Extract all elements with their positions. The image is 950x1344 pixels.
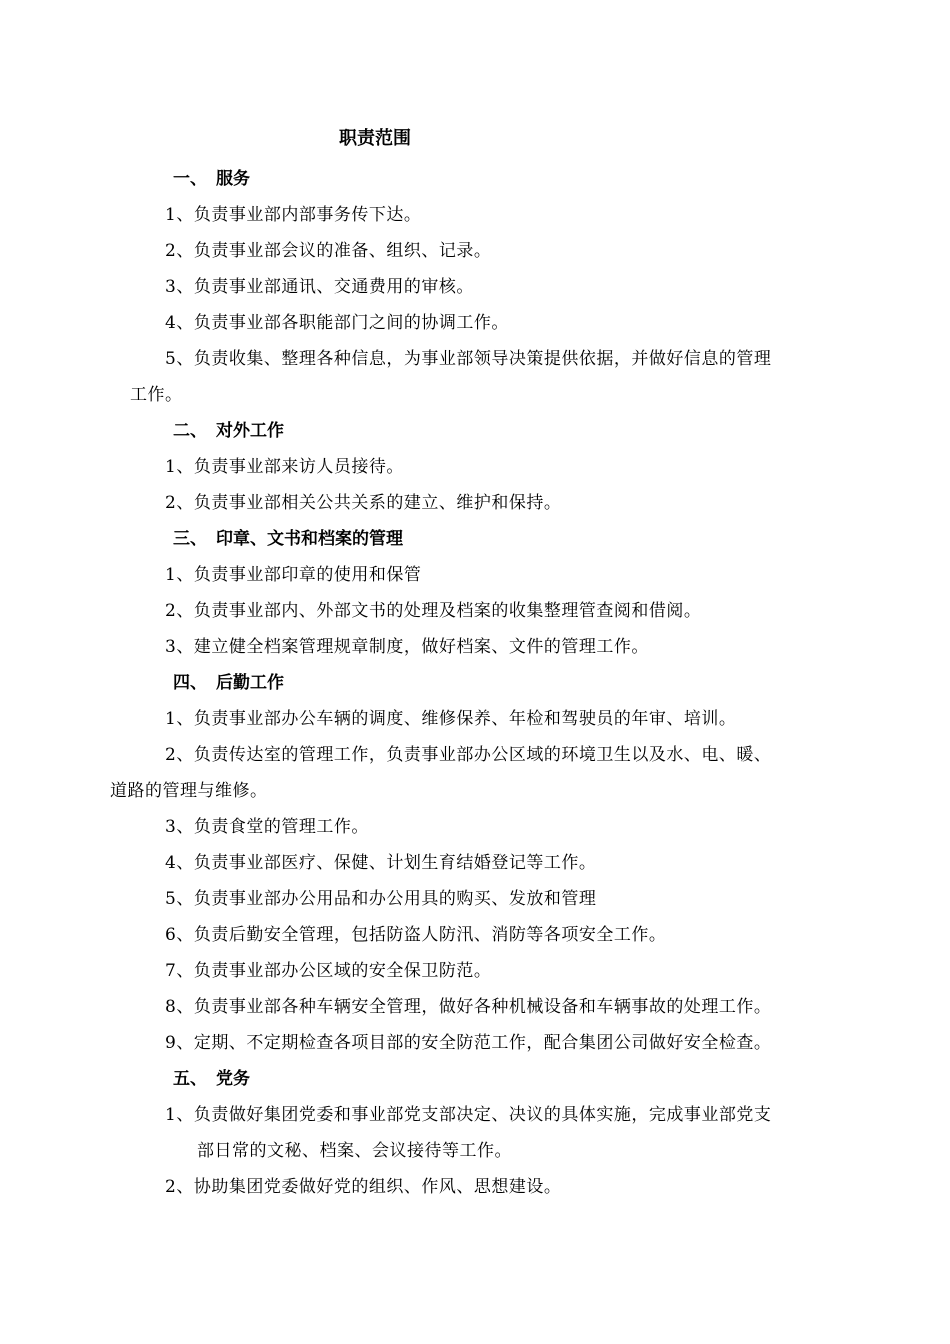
list-item: 1、负责做好集团党委和事业部党支部决定、决议的具体实施，完成事业部党支 <box>165 1105 772 1125</box>
section-heading-2: 二、 对外工作 <box>173 421 284 441</box>
list-item: 2、负责事业部内、外部文书的处理及档案的收集整理管查阅和借阅。 <box>165 601 702 621</box>
list-item: 4、负责事业部医疗、保健、计划生育结婚登记等工作。 <box>165 853 597 873</box>
list-item: 5、负责收集、整理各种信息，为事业部领导决策提供依据，并做好信息的管理 <box>165 349 772 369</box>
list-item: 9、定期、不定期检查各项目部的安全防范工作，配合集团公司做好安全检查。 <box>165 1033 772 1053</box>
list-item: 8、负责事业部各种车辆安全管理，做好各种机械设备和车辆事故的处理工作。 <box>165 997 772 1017</box>
list-item: 4、负责事业部各职能部门之间的协调工作。 <box>165 313 509 333</box>
list-item: 7、负责事业部办公区域的安全保卫防范。 <box>165 961 492 981</box>
list-item-continuation: 部日常的文秘、档案、会议接待等工作。 <box>197 1141 512 1161</box>
section-heading-4: 四、 后勤工作 <box>173 673 284 693</box>
list-item-continuation: 工作。 <box>130 385 183 405</box>
section-heading-3: 三、 印章、文书和档案的管理 <box>173 529 403 549</box>
list-item: 2、负责传达室的管理工作，负责事业部办公区域的环境卫生以及水、电、暖、 <box>165 745 772 765</box>
page-title: 职责范围 <box>339 128 411 149</box>
list-item: 2、负责事业部相关公共关系的建立、维护和保持。 <box>165 493 562 513</box>
section-heading-5: 五、 党务 <box>173 1069 250 1089</box>
list-item: 5、负责事业部办公用品和办公用具的购买、发放和管理 <box>165 889 597 909</box>
list-item: 1、负责事业部印章的使用和保管 <box>165 565 422 585</box>
section-heading-1: 一、 服务 <box>173 169 250 189</box>
list-item: 2、负责事业部会议的准备、组织、记录。 <box>165 241 492 261</box>
list-item: 3、建立健全档案管理规章制度，做好档案、文件的管理工作。 <box>165 637 649 657</box>
list-item: 1、负责事业部来访人员接待。 <box>165 457 404 477</box>
list-item-continuation: 道路的管理与维修。 <box>110 781 268 801</box>
list-item: 1、负责事业部办公车辆的调度、维修保养、年检和驾驶员的年审、培训。 <box>165 709 737 729</box>
list-item: 3、负责食堂的管理工作。 <box>165 817 369 837</box>
list-item: 1、负责事业部内部事务传下达。 <box>165 205 422 225</box>
list-item: 2、协助集团党委做好党的组织、作风、思想建设。 <box>165 1177 562 1197</box>
list-item: 3、负责事业部通讯、交通费用的审核。 <box>165 277 474 297</box>
list-item: 6、负责后勤安全管理，包括防盗人防汛、消防等各项安全工作。 <box>165 925 667 945</box>
